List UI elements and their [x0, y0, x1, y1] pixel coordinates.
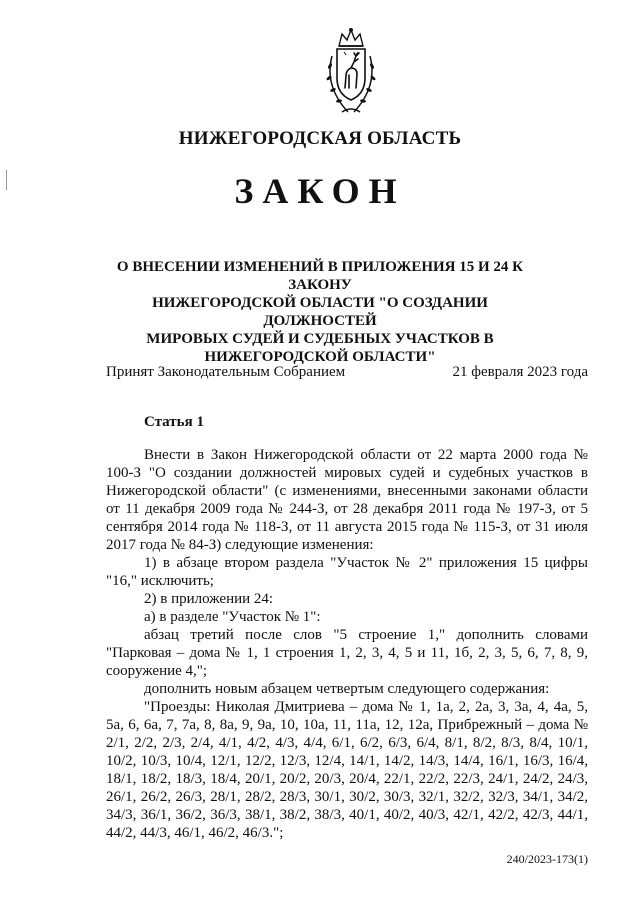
adoption-date: 21 февраля 2023 года [452, 364, 588, 380]
paragraph: абзац третий после слов "5 строение 1," дополнить словами "Парковая – дома № 1, 1 строения 1, 2, 3, 4, 5 и 11, 1б, 2, 3, 5, 6, 7, 8, 9, сооружение 4,"; [106, 627, 588, 679]
subject-line: НИЖЕГОРОДСКОЙ ОБЛАСТИ "О СОЗДАНИИ ДОЛЖНОСТЕЙ [152, 295, 488, 329]
coat-of-arms-icon [318, 26, 384, 118]
region-heading: НИЖЕГОРОДСКАЯ ОБЛАСТЬ [178, 128, 462, 149]
subject-line: О ВНЕСЕНИИ ИЗМЕНЕНИЙ В ПРИЛОЖЕНИЯ 15 И 24 К ЗАКОНУ [116, 259, 524, 293]
paragraph: 1) в абзаце втором раздела "Участок № 2" приложения 15 цифры "16," исключить; [106, 555, 588, 589]
paragraph: 2) в приложении 24: [144, 591, 274, 607]
paragraph: дополнить новым абзацем четвертым следующего содержания: [144, 681, 550, 697]
document-type-title: ЗАКОН [234, 171, 406, 211]
paragraph: а) в разделе "Участок № 1": [144, 609, 321, 625]
document-number: 240/2023-173(1) [506, 852, 588, 866]
paragraph: Внести в Закон Нижегородской области от 22 марта 2000 года № 100-З "О создании должностей мировых судей и судебных участков в Нижегородской области" (с изменениями, внесенными законами области от 11 декабря 2009 года № 244-З, от 28 декабря 2011 года № 197-З, от 5 сентября 2014 года № 118-З, от 11 августа 2015 года № 115-З, от 31 июля 2017 года № 84-З) следующие изменения: [106, 447, 588, 553]
article-title: Статья 1 [144, 414, 204, 430]
adoption-label: Принят Законодательным Собранием [106, 364, 346, 380]
paragraph: "Проезды: Николая Дмитриева – дома № 1, 1а, 2, 2а, 3, 3а, 4, 4а, 5, 5а, 6, 6а, 7, 7а, 8, 8а, 9, 9а, 10, 10а, 11, 11а, 12, 12а, Прибрежный – дома № 2/1, 2/2, 2/3, 2/4, 4/1, 4/2, 4/3, 4/4, 6/1, 6/2, 6/3, 6/4, 8/1, 8/2, 8/3, 8/4, 10/1, 10/2, 10/3, 10/4, 12/1, 12/2, 12/3, 12/4, 14/1, 14/2, 14/3, 14/4, 16/1, 16/3, 16/4, 18/1, 18/2, 18/3, 18/4, 20/1, 20/2, 20/3, 20/4, 22/1, 22/2, 22/3, 24/1, 24/2, 24/3, 26/1, 26/2, 26/3, 28/1, 28/2, 28/3, 30/1, 30/2, 30/3, 32/1, 32/2, 32/3, 34/1, 34/2, 34/3, 36/1, 36/2, 36/3, 38/1, 38/2, 38/3, 40/1, 40/2, 40/3, 42/1, 42/2, 42/3, 44/1, 44/2, 44/3, 46/1, 46/2, 46/3."; [106, 699, 588, 841]
subject-line: МИРОВЫХ СУДЕЙ И СУДЕБНЫХ УЧАСТКОВ В [146, 331, 494, 347]
law-subject-heading [100, 258, 540, 366]
subject-line: НИЖЕГОРОДСКОЙ ОБЛАСТИ" [204, 349, 436, 365]
article-body [106, 446, 588, 842]
